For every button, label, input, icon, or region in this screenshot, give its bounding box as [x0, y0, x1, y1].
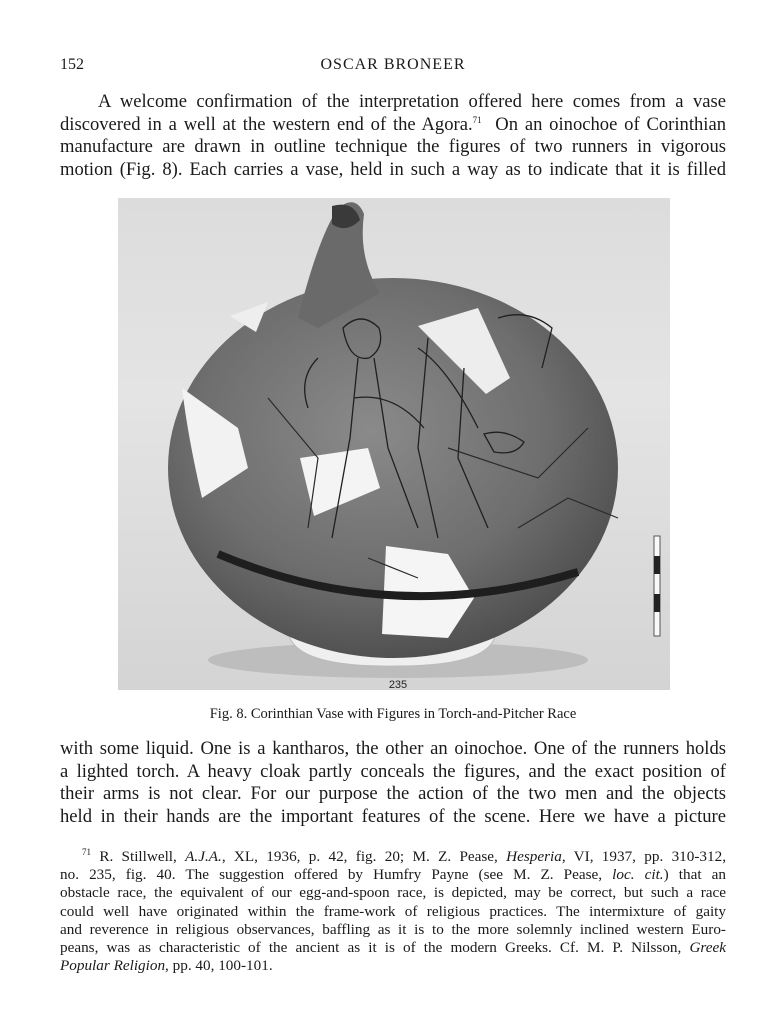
footnote-line: peans, was as characteristic of the ancient as it is of the modern Greeks. Cf. M. P. Nilsson, Greek [60, 939, 726, 957]
running-head: OSCAR BRONEER [320, 56, 466, 73]
text-line: manufacture are drawn in outline technique the figures of two runners in vigorous [60, 136, 726, 157]
footnote-line: obstacle race, the equivalent of our egg-and-spoon race, is depicted, may be correct, but such a race [60, 884, 726, 902]
figure-label: 235 [388, 679, 408, 690]
text-line: discovered in a well at the western end of the Agora.$^{71}$ On an oinochoe of Corinthian [60, 113, 727, 135]
footnote [60, 843, 726, 975]
footnote-ref: 71 [472, 114, 482, 125]
footnote-line: and reverence in religious observances, baffling as it is to the more solemnly inclined western Euro- [60, 920, 726, 938]
page-header [60, 56, 726, 78]
footnote-line: Popular Religion, pp. 40, 100-101. [60, 957, 273, 975]
vase-photograph [118, 198, 670, 690]
text-line: motion (Fig. 8). Each carries a vase, held in such a way as to indicate that it is filled [60, 158, 726, 180]
figure-caption: Fig. 8. Corinthian Vase with Figures in Torch-and-Pitcher Race [209, 706, 577, 722]
text-line: their arms is not clear. For our purpose the action of the two men and the objects [60, 783, 726, 804]
text-line: A welcome confirmation of the interpretation offered here comes from a vase [98, 91, 726, 112]
footnote-line: could well have originated within the frame-work of religious practices. The intermixture of gaity [60, 902, 726, 920]
text-line: a lighted torch. A heavy cloak partly conceals the figures, and the exact position of [60, 760, 726, 782]
paragraph-bottom [60, 738, 726, 828]
page-number: 152 [60, 56, 84, 73]
footnote-line: no. 235, fig. 40. The suggestion offered by Humfry Payne (see M. Z. Pease, loc. cit.) that an [60, 866, 726, 884]
footnote-line: $^{71}$ R. Stillwell, A.J.A., XL, 1936, p. 42, fig. 20; M. Z. Pease, Hesperia, VI, 1937, pp. 310-312, [82, 847, 727, 866]
footnote-marker: 71 [82, 847, 91, 857]
text-line: held in their hands are the important features of the scene. Here we have a picture [60, 805, 726, 827]
text-line: with some liquid. One is a kantharos, the other an oinochoe. One of the runners holds [60, 738, 726, 759]
paragraph-top [60, 91, 726, 181]
vase-illustration [118, 198, 670, 690]
